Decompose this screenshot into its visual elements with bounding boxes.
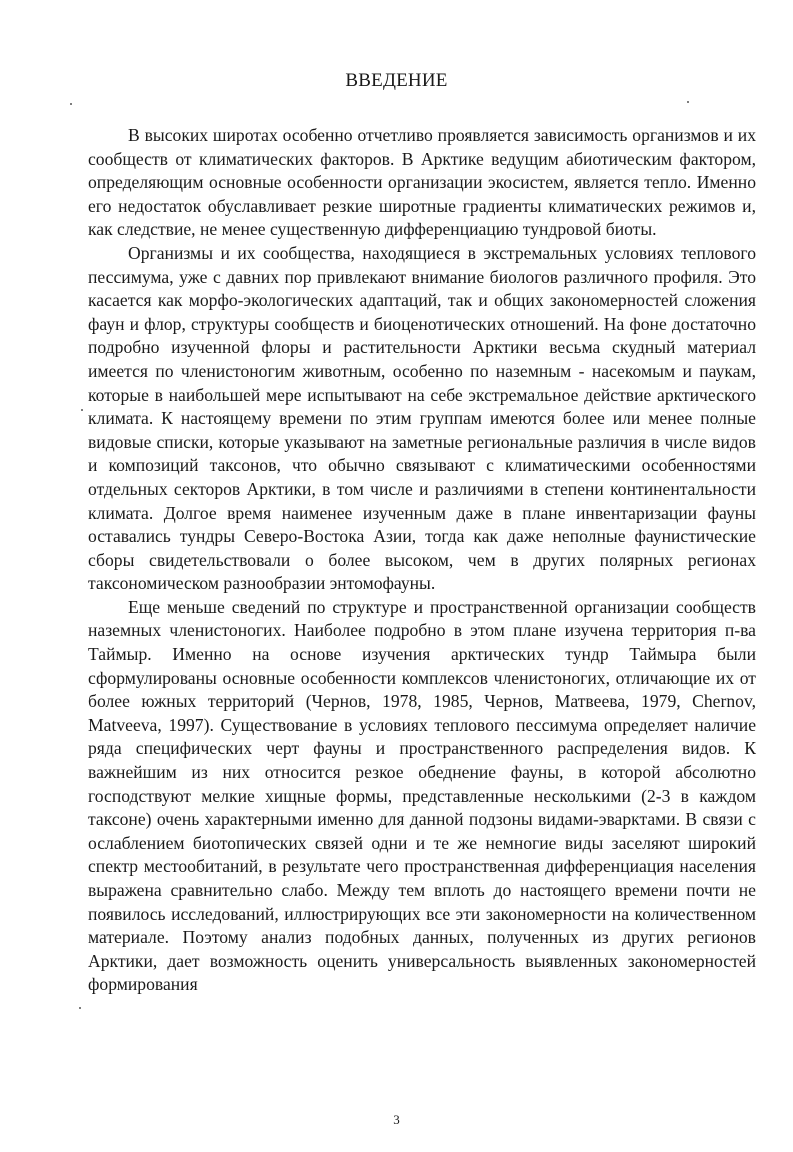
paragraph-2: Организмы и их сообщества, находящиеся в экстремальных условиях теплового пессимума, уже с давних пор привлекают внимание биологов различного профиля. Это касается как морфо-экологических адаптаций, так и общих закономерностей сложения фаун и флор, структуры сообществ и биоценотических отношений. На фоне достаточно подробно изученной флоры и растительности Арктики весьма скудный материал имеется по членистоногим животным, особенно по наземным - насекомым и паукам, которые в наибольшей мере испытывают на себе экстремальное действие арктического климата. К настоящему времени по этим группам имеются более или менее полные видовые списки, которые указывают на заметные региональные различия в числе видов и композиций таксонов, что обычно связывают с климатическими особенностями отдельных секторов Арктики, в том числе и различиями в степени континентальности климата. Долгое время наименее изученным даже в плане инвентаризации фауны оставались тундры Северо-Востока Азии, тогда как даже неполные фаунистические сборы свидетельствовали о более высоком, чем в других полярных регионах таксономическом разнообразии энтомофауны. (88, 242, 756, 594)
paragraph-3: Еще меньше сведений по структуре и пространственной организации сообществ наземных членистоногих. Наиболее подробно в этом плане изучена территория п-ва Таймыр. Именно на основе изучения арктических тундр Таймыра были сформулированы основные особенности комплексов членистоногих, отличающие их от более южных территорий (Чернов, 1978, 1985, Чернов, Матвеева, 1979, Chernov, Matveeva, 1997). Существование в условиях теплового пессимума определяет наличие ряда специфических черт фауны и пространственного распределения видов. К важнейшим из них относится резкое обеднение фауны, в которой абсолютно господствуют мелкие хищные формы, представленные несколькими (2-3 в каждом таксоне) очень характерными именно для данной подзоны видами-эварктами. В связи с ослаблением биотопических связей одни и те же немногие виды заселяют широкий спектр местообитаний, в результате чего пространственная дифференциация населения выражена сравнительно слабо. Между тем вплоть до настоящего времени почти не появилось исследований, иллюстрирующих все эти закономерности на количественном материале. Поэтому анализ подобных данных, полученных из других регионов Арктики, дает возможность оценить универсальность выявленных закономерностей формирования (88, 596, 756, 995)
page-title: ВВЕДЕНИЕ (345, 70, 448, 91)
body-text (88, 124, 756, 997)
paragraph-1: В высоких широтах особенно отчетливо проявляется зависимость организмов и их сообществ от климатических факторов. В Арктике ведущим абиотическим фактором, определяющим основные особенности организации экосистем, является тепло. Именно его недостаток обуславливает резкие широтные градиенты климатических режимов и, как следствие, не менее существенную дифференциацию тундровой биоты. (88, 125, 756, 240)
page-number: 3 (393, 1112, 400, 1127)
scan-speck (687, 101, 689, 103)
scan-speck (81, 409, 83, 411)
scan-speck (70, 103, 72, 105)
scan-speck (79, 1007, 81, 1009)
